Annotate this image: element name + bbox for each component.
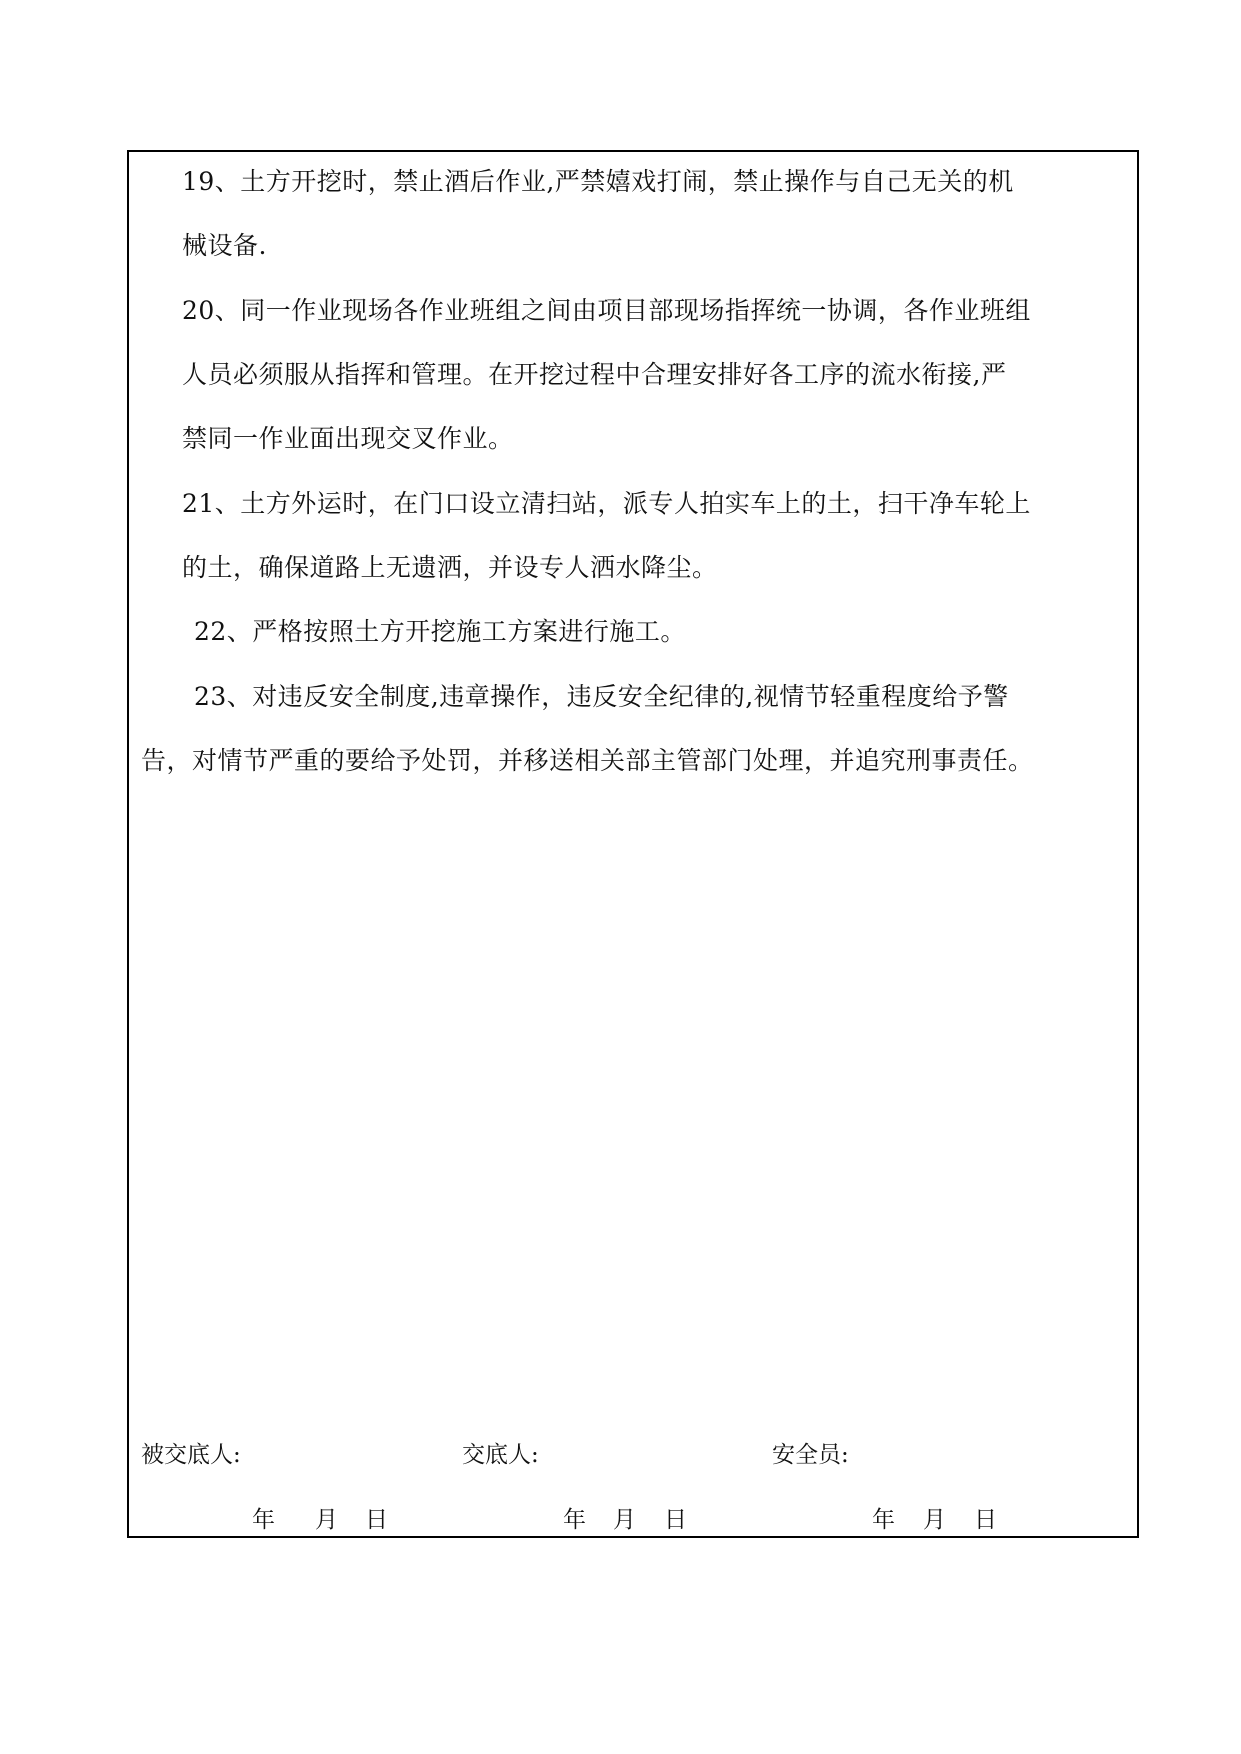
date-day-1: 日: [365, 1507, 388, 1533]
date-year-1: 年: [252, 1507, 275, 1533]
discloser-label: 交底人:: [462, 1442, 539, 1468]
date-month-1: 月: [315, 1507, 338, 1533]
item-23-line-2: 告，对情节严重的要给予处罚，并移送相关部主管部门处理，并追究刑事责任。: [141, 746, 1034, 775]
item-23-line-1: 23、对违反安全制度,违章操作，违反安全纪律的,视情节轻重程度给予警: [194, 682, 1009, 711]
date-year-2: 年: [563, 1507, 586, 1533]
item-19-line-2: 械设备.: [182, 231, 267, 260]
date-day-2: 日: [664, 1507, 687, 1533]
item-20-line-3: 禁同一作业面出现交叉作业。: [182, 424, 514, 453]
date-month-3: 月: [923, 1507, 946, 1533]
date-year-3: 年: [872, 1507, 895, 1533]
recipient-label: 被交底人:: [141, 1442, 241, 1468]
date-month-2: 月: [613, 1507, 636, 1533]
item-21-line-2: 的土，确保道路上无遗洒，并设专人洒水降尘。: [182, 553, 718, 582]
document-frame: [127, 150, 1139, 1538]
item-21-line-1: 21、土方外运时，在门口设立清扫站，派专人拍实车上的土，扫干净车轮上: [182, 489, 1031, 518]
item-19-line-1: 19、土方开挖时，禁止酒后作业,严禁嬉戏打闹，禁止操作与自己无关的机: [182, 167, 1014, 196]
item-22-line-1: 22、严格按照土方开挖施工方案进行施工。: [194, 617, 686, 646]
date-day-3: 日: [974, 1507, 997, 1533]
item-20-line-1: 20、同一作业现场各作业班组之间由项目部现场指挥统一协调，各作业班组: [182, 296, 1031, 325]
safety-officer-label: 安全员:: [772, 1442, 849, 1468]
item-20-line-2: 人员必须服从指挥和管理。在开挖过程中合理安排好各工序的流水衔接,严: [182, 360, 1007, 389]
